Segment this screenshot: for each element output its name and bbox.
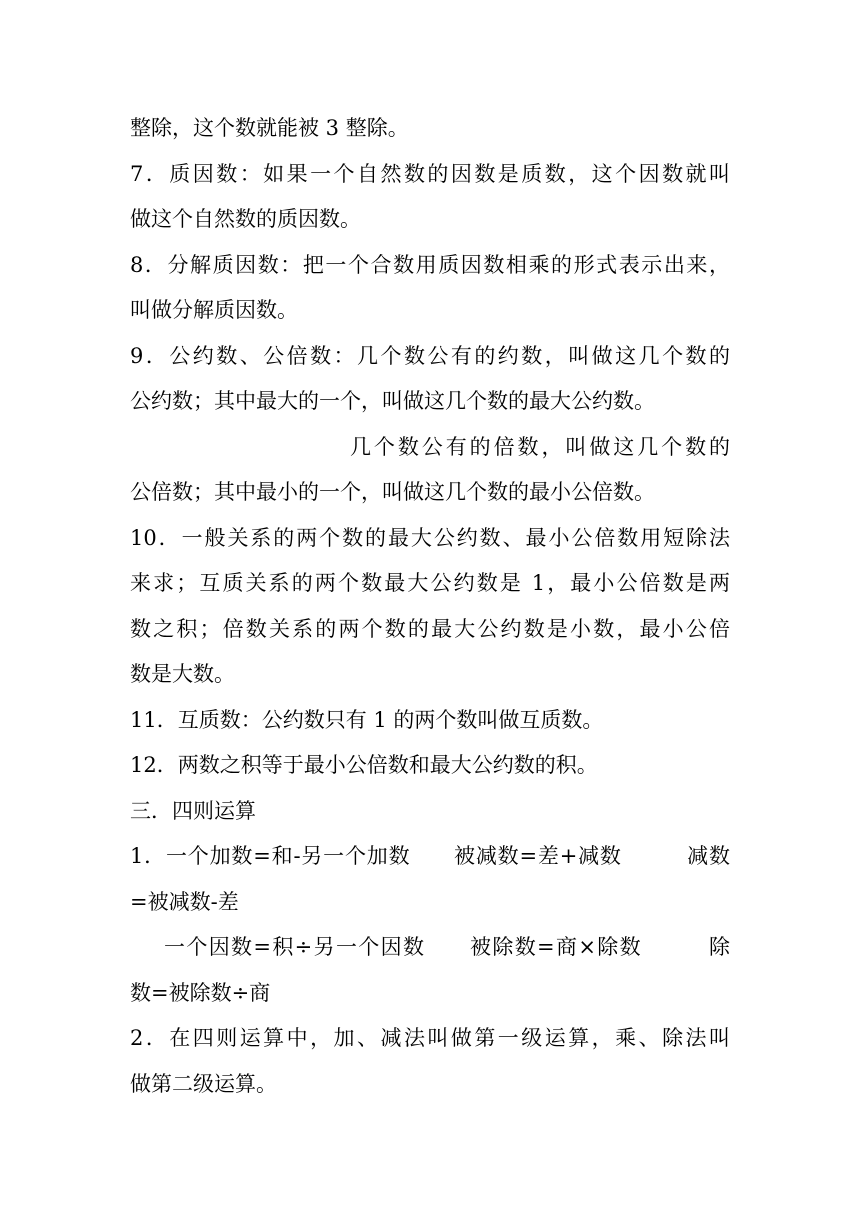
text-line: 11．互质数：公约数只有 1 的两个数叫做互质数。: [130, 707, 604, 732]
text-line: 2．在四则运算中，加、减法叫做第一级运算，乘、除法叫: [130, 1026, 730, 1050]
text-line: 一个因数=积÷另一个因数 被除数=商×除数 除: [164, 935, 730, 959]
text-line: 公约数；其中最大的一个，叫做这几个数的最大公约数。: [130, 389, 655, 413]
text-line: 做这个自然数的质因数。: [130, 207, 361, 231]
text-line: 数=被除数÷商: [130, 980, 271, 1005]
text-line: 数之积；倍数关系的两个数的最大公约数是小数，最小公倍: [130, 616, 730, 641]
text-line: 来求；互质关系的两个数最大公约数是 1，最小公倍数是两: [130, 571, 730, 595]
text-line: 做第二级运算。: [130, 1071, 277, 1096]
text-line: 叫做分解质因数。: [130, 298, 298, 322]
text-line: 整除，这个数就能被 3 整除。: [130, 116, 409, 140]
section-heading: 三．四则运算: [130, 798, 256, 823]
text-line: 9．公约数、公倍数：几个数公有的约数，叫做这几个数的: [130, 343, 730, 368]
text-line: =被减数-差: [130, 889, 239, 914]
text-line: 12．两数之积等于最小公倍数和最大公约数的积。: [130, 753, 598, 777]
text-line: 公倍数；其中最小的一个，叫做这几个数的最小公倍数。: [130, 480, 655, 504]
text-line: 7．质因数：如果一个自然数的因数是质数，这个因数就叫: [130, 161, 730, 186]
text-line: 8．分解质因数：把一个合数用质因数相乘的形式表示出来，: [130, 252, 730, 277]
text-line: 几个数公有的倍数，叫做这几个数的: [350, 434, 730, 459]
text-line: 数是大数。: [130, 662, 235, 686]
document-page: [130, 106, 730, 1107]
text-line: 1．一个加数=和-另一个加数 被减数=差+减数 减数: [130, 844, 730, 868]
text-line: 10．一般关系的两个数的最大公约数、最小公倍数用短除法: [130, 525, 730, 550]
